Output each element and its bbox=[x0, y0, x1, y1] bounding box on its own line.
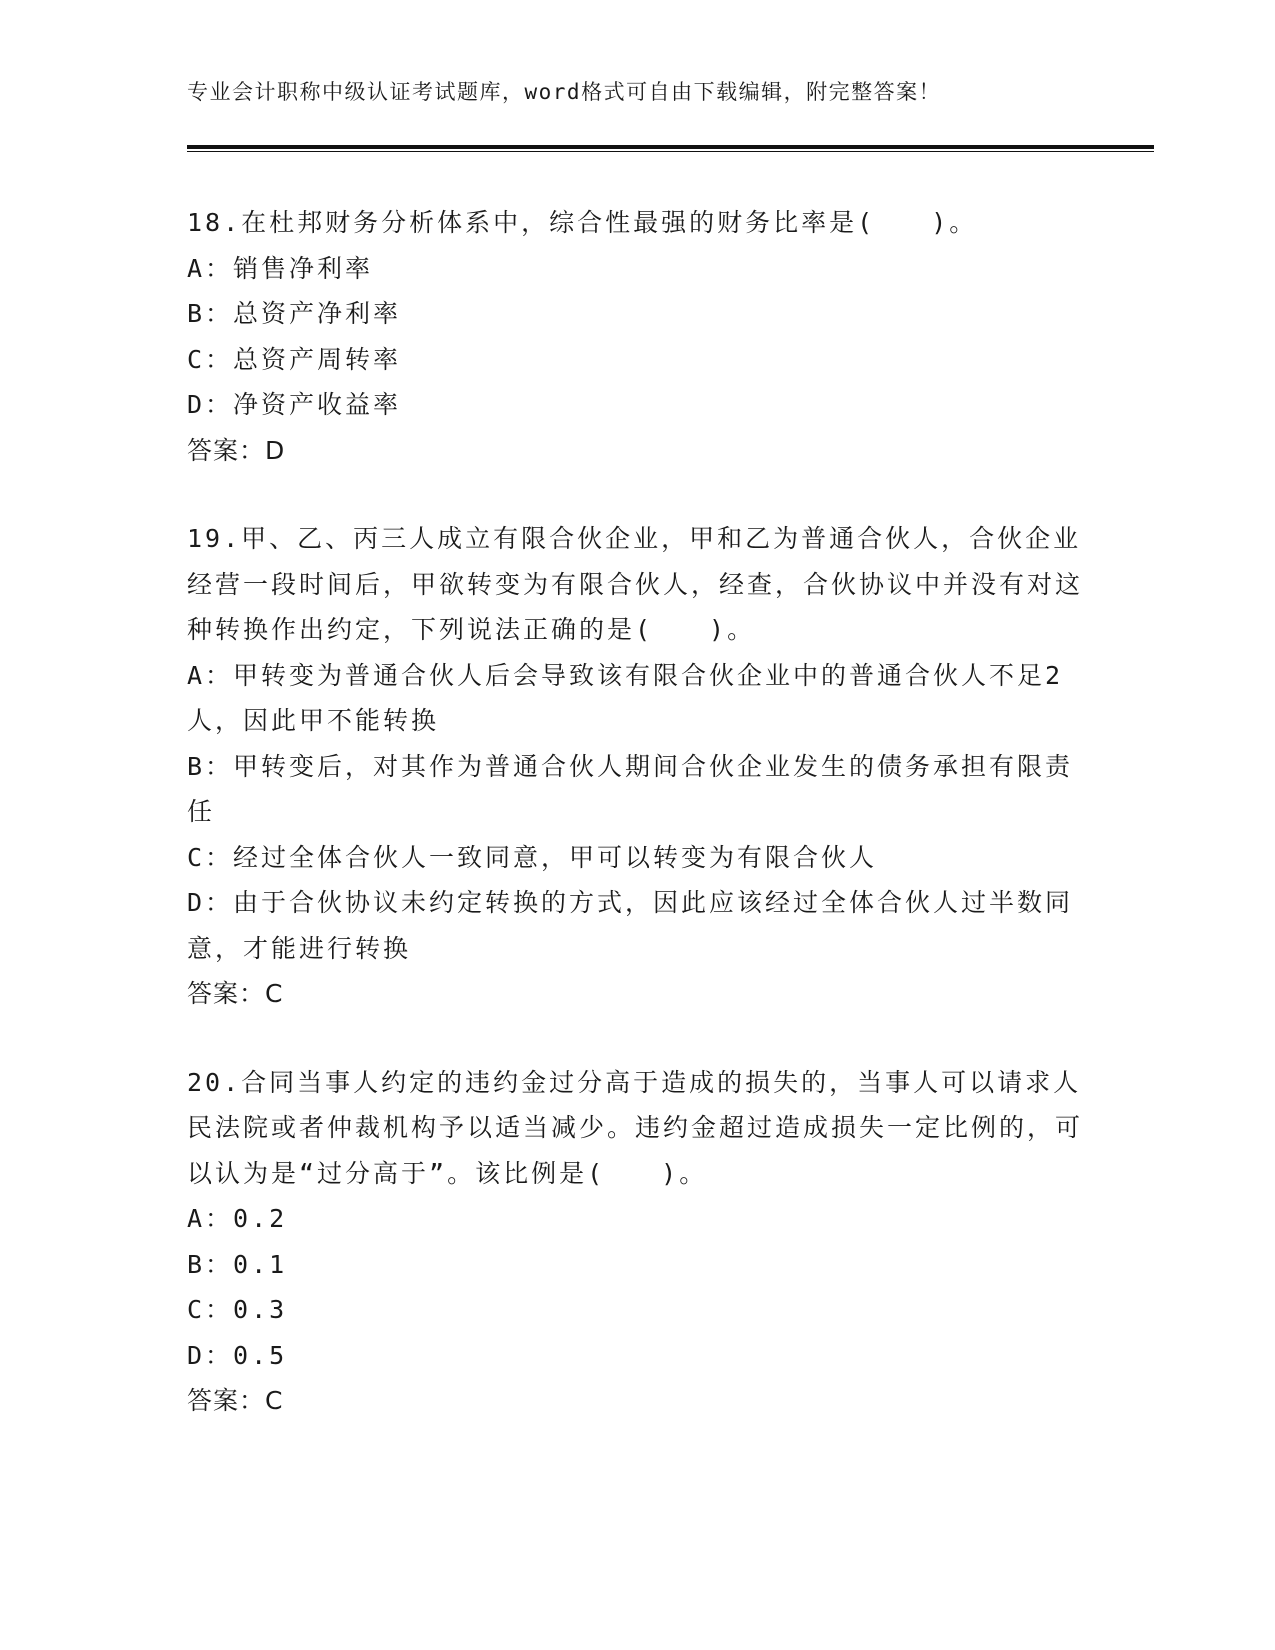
header-rule-thick bbox=[187, 145, 1154, 149]
question-18 bbox=[187, 200, 1087, 473]
question-stem: 18.在杜邦财务分析体系中，综合性最强的财务比率是( )。 bbox=[187, 208, 978, 237]
option-b: B：甲转变后，对其作为普通合伙人期间合伙企业发生的债务承担有限责任 bbox=[187, 751, 1074, 826]
answer-line: 答案：C bbox=[187, 1386, 284, 1415]
option-a: A：销售净利率 bbox=[187, 253, 374, 283]
option-c: C：经过全体合伙人一致同意，甲可以转变为有限合伙人 bbox=[187, 842, 878, 872]
option-c: C：总资产周转率 bbox=[187, 344, 402, 374]
answer-line: 答案：C bbox=[187, 979, 284, 1008]
page-header: 专业会计职称中级认证考试题库，word格式可自由下载编辑，附完整答案！ bbox=[187, 80, 942, 104]
option-b: B：0.1 bbox=[187, 1249, 288, 1279]
option-b: B：总资产净利率 bbox=[187, 299, 402, 328]
option-d: D：0.5 bbox=[187, 1340, 288, 1370]
question-list bbox=[187, 200, 1087, 1467]
option-c: C：0.3 bbox=[187, 1295, 288, 1324]
question-19 bbox=[187, 516, 1087, 1017]
option-d: D：由于合伙协议未约定转换的方式，因此应该经过全体合伙人过半数同意，才能进行转换 bbox=[187, 888, 1074, 963]
question-stem: 20.合同当事人约定的违约金过分高于造成的损失的，当事人可以请求人民法院或者仲裁机构予以适当减少。违约金超过造成损失一定比例的，可以认为是“过分高于”。该比例是( )。 bbox=[187, 1067, 1084, 1188]
header-rule-thin bbox=[187, 151, 1154, 152]
option-d: D：净资产收益率 bbox=[187, 390, 402, 419]
option-a: A：0.2 bbox=[187, 1204, 288, 1233]
question-20 bbox=[187, 1060, 1087, 1424]
answer-line: 答案：D bbox=[187, 435, 286, 465]
option-a: A：甲转变为普通合伙人后会导致该有限合伙企业中的普通合伙人不足2人，因此甲不能转换 bbox=[187, 660, 1064, 735]
question-stem: 19.甲、乙、丙三人成立有限合伙企业，甲和乙为普通合伙人，合伙企业经营一段时间后，甲欲转变为有限合伙人，经查，合伙协议中并没有对这种转换作出约定，下列说法正确的是( )。 bbox=[187, 524, 1084, 644]
